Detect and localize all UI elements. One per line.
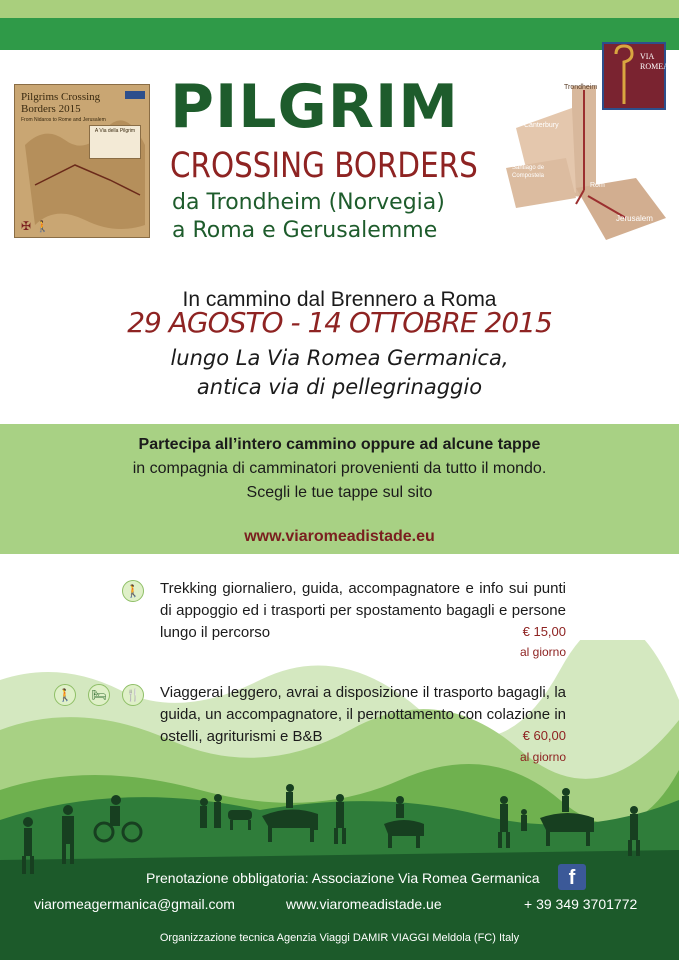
offer-1-price: € 15,00 <box>522 624 566 639</box>
map-label-canterbury: Canterbury <box>524 122 559 129</box>
thumbnail-title: Pilgrims Crossing Borders 2015 <box>21 91 101 115</box>
contact-website[interactable]: www.viaromeadistade.ue <box>286 896 442 912</box>
logo-line-1: VIA <box>640 52 655 61</box>
offer-1-description: Trekking giornaliero, guida, accompagnatore e info sui punti di appoggio ed i trasporti per spostamento bagagli e persone lungo il percorso <box>160 580 566 641</box>
route-line-2: a Roma e Gerusalemme <box>172 218 438 243</box>
thumbnail-icons <box>21 217 81 231</box>
intro-line-3: lungo La Via Romea Germanica, <box>170 346 509 370</box>
offer-2-description: Viaggerai leggero, avrai a disposizione il trasporto bagagli, la guida, un accompagnatore, il pernottamento con colazione in ostelli, agriturismi e B&B <box>160 684 566 745</box>
walker-icon: 🚶 <box>35 221 50 233</box>
organizer-credit: Organizzazione tecnica Agenzia Viaggi DAMIR VIAGGI Meldola (FC) Italy <box>159 932 520 944</box>
facebook-icon[interactable]: f <box>558 864 586 890</box>
map-label-rom: Rom <box>590 182 605 189</box>
poster-thumbnail <box>14 84 150 238</box>
offer-2-per-day: al giorno <box>519 750 566 764</box>
hiker-icon: 🚶 <box>122 580 144 602</box>
map-label-santiago: Santiago de Compostela <box>512 165 545 179</box>
contact-email[interactable]: viaromeagermanica@gmail.com <box>34 896 235 912</box>
bottom-band <box>0 948 679 960</box>
top-band-green <box>0 18 679 50</box>
logo-line-2: ROMEA <box>640 62 669 71</box>
thumbnail-subtitle: From Nidaros to Rome and Jerusalem <box>21 117 106 123</box>
thumbnail-note: A Via della Pilgrim <box>89 125 141 159</box>
route-line-1: da Trondheim (Norvegia) <box>172 190 445 215</box>
map-label-trondheim: Trondheim <box>564 84 598 91</box>
bed-icon: 🛏 <box>88 684 110 706</box>
cross-icon: ✠ <box>21 219 32 233</box>
offer-2-price: € 60,00 <box>522 728 566 743</box>
event-dates: 29 AGOSTO - 14 OTTOBRE 2015 <box>127 306 552 339</box>
page-title: PILGRIM <box>170 72 460 142</box>
participation-line-2: in compagnia di camminatori provenienti da tutto il mondo. <box>132 460 547 477</box>
cutlery-icon: 🍴 <box>122 684 144 706</box>
offer-1-per-day: al giorno <box>519 645 566 659</box>
hiker-icon: 🚶 <box>54 684 76 706</box>
intro-line-1: In cammino dal Brennero a Roma <box>182 288 497 311</box>
page-subtitle: CROSSING BORDERS <box>170 146 478 186</box>
top-band-light <box>0 0 679 18</box>
route-map <box>506 78 676 244</box>
website-link[interactable]: www.viaromeadistade.eu <box>244 528 435 545</box>
participation-box <box>0 424 679 554</box>
participation-headline: Partecipa all’intero cammino oppure ad alcune tappe <box>138 436 541 453</box>
participation-line-3: Scegli le tue tappe sul sito <box>246 484 433 501</box>
booking-notice: Prenotazione obbligatoria: Associazione Via Romea Germanica <box>146 870 540 886</box>
intro-line-4: antica via di pellegrinaggio <box>196 375 483 399</box>
contact-phone[interactable]: + 39 349 3701772 <box>524 896 638 912</box>
map-label-jerusalem: Jerusalem <box>616 214 653 223</box>
